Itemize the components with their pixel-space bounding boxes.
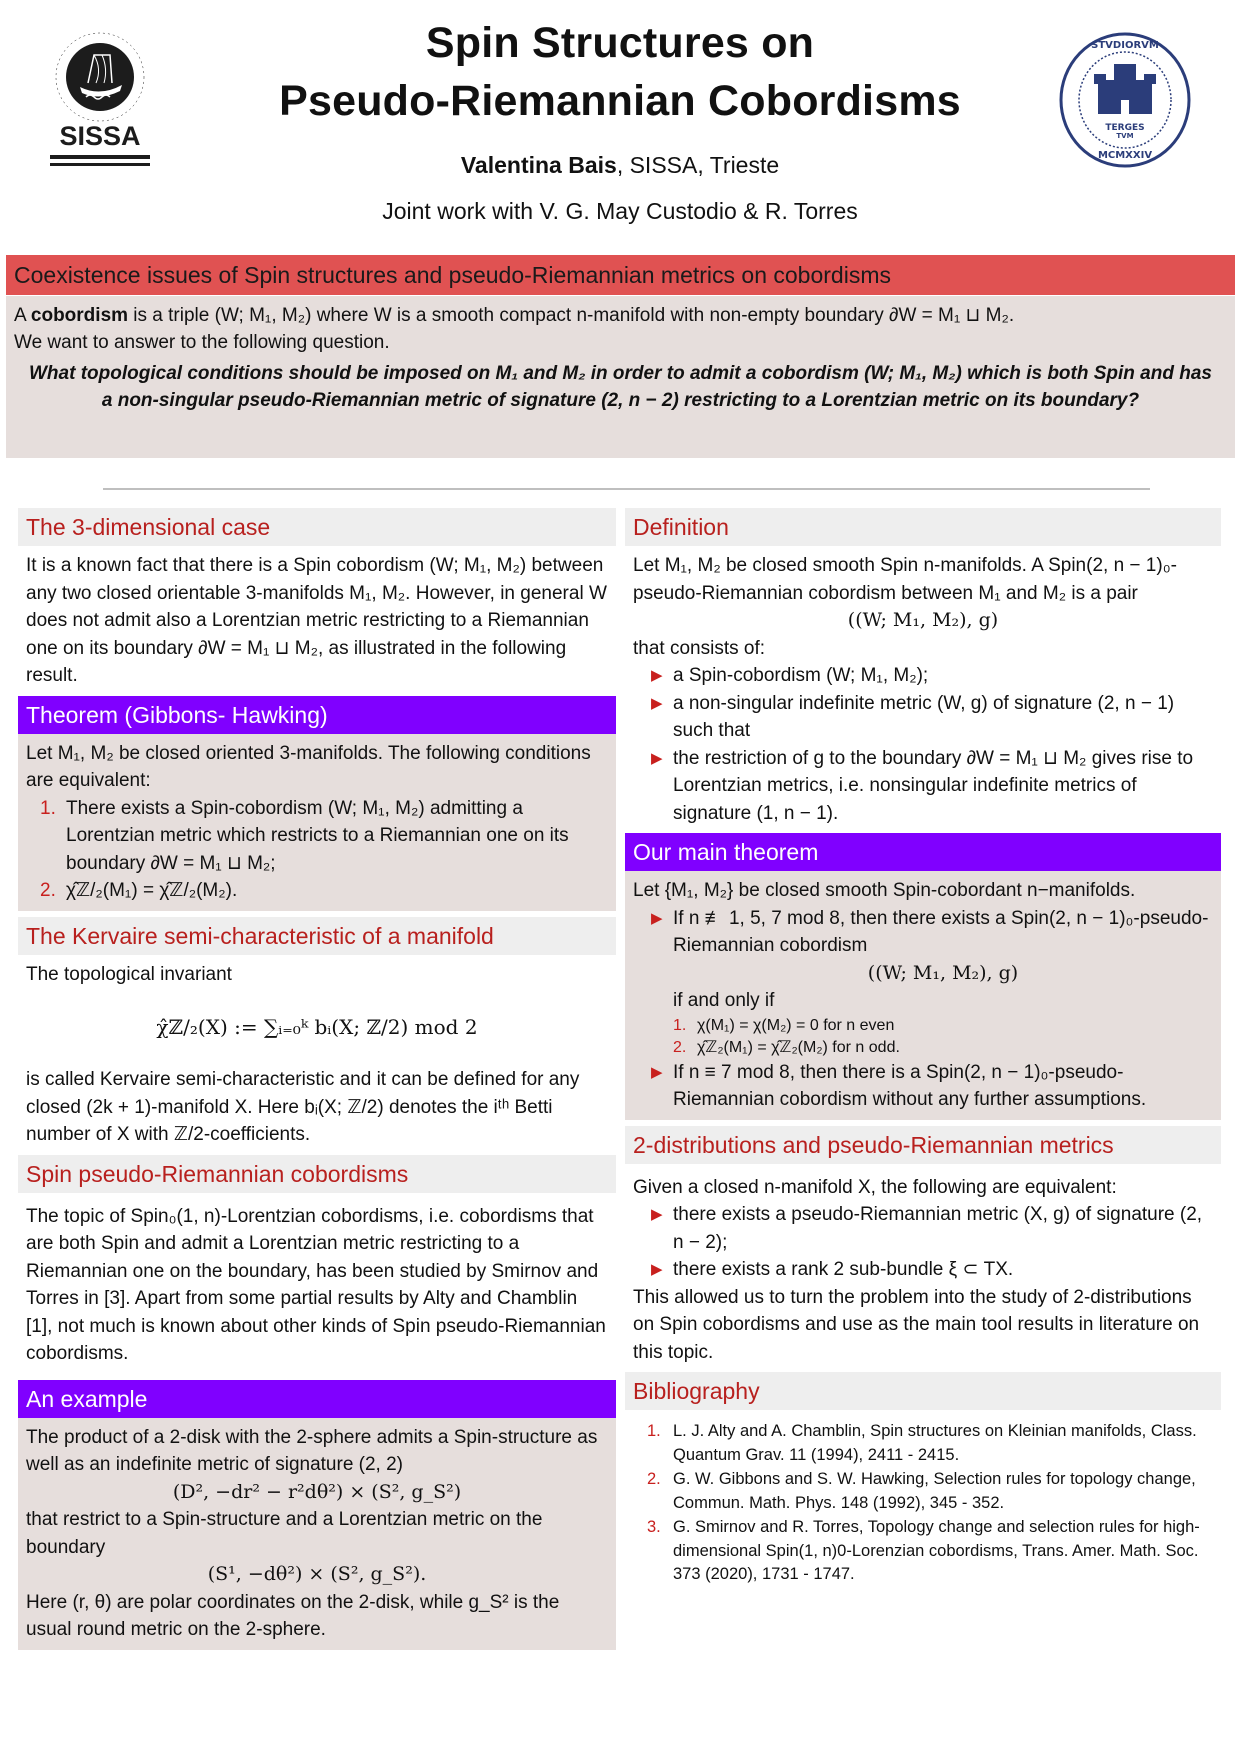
equivalence-item: ▶ there exists a rank 2 sub-bundle ξ ⊂ TX. bbox=[647, 1256, 1213, 1284]
intro-heading: Coexistence issues of Spin structures and pseudo-Riemannian metrics on cobordisms bbox=[6, 255, 1235, 295]
sissa-logo bbox=[50, 25, 150, 175]
left-column bbox=[18, 508, 616, 1650]
university-trieste-seal bbox=[1058, 30, 1193, 170]
body-3-dimensional-case: It is a known fact that there is a Spin cobordism (W; M₁, M₂) between any two closed orientable 3-manifolds M₁, M₂. However, in general W does not admit also a Lorentzian metric restricting to a Riemannian one on its boundary ∂W = M₁ ⊔ M₂, as illustrated in the following result. bbox=[26, 555, 607, 686]
intro-paragraph-1: A cobordism is a triple (W; M₁, M₂) where W is a smooth compact n-manifold with non-empty boundary ∂W = M₁ ⊔ M₂. bbox=[14, 305, 1015, 326]
main-theorem-condition: 2. χ̂ℤ₂(M₁) = χ̂ℤ₂(M₂) for n odd. bbox=[673, 1038, 900, 1056]
theorem-condition: 2. χ̂ℤ/₂(M₁) = χ̂ℤ/₂(M₂). bbox=[40, 880, 238, 901]
triangle-bullet-icon: ▶ bbox=[651, 1063, 663, 1081]
main-theorem-case: ▶ If n ≢ 1, 5, 7 mod 8, then there exists a Spin(2, n − 1)₀-pseudo-Riemannian cobordism ((W; M₁, M₂), g) if and only if 1. χ(M₁) = χ(M₂) = 0 for n even 2. χ̂ℤ₂(M₁) = χ̂ℤ₂(M₂) for n odd. bbox=[647, 905, 1213, 1059]
main-theorem-case: ▶ If n ≡ 7 mod 8, then there is a Spin(2, n − 1)₀-pseudo-Riemannian cobordism without any further assumptions. bbox=[647, 1059, 1213, 1114]
bibliography-entry: 3. G. Smirnov and R. Torres, Topology change and selection rules for high-dimensional Spin(1, n)0-Lorenzian cobordisms, Trans. Amer. Math. Soc. 373 (2020), 1731 - 1747. bbox=[647, 1518, 1200, 1583]
heading-main-theorem: Our main theorem bbox=[625, 833, 1221, 871]
example-formula-2: (S¹, −dθ²) × (S², g_S²). bbox=[207, 1563, 427, 1585]
right-column bbox=[625, 508, 1221, 1594]
author-line bbox=[200, 152, 1040, 179]
body-main-theorem: Let {M₁, M₂} be closed smooth Spin-cobordant n−manifolds. ▶ If n ≢ 1, 5, 7 mod 8, then there exists a Spin(2, n − 1)₀-pseudo-Riemannian cobordism ((W; M₁, M₂), g) if and only if 1. χ(M₁) = χ(M₂) = 0 for n even 2. χ̂ℤ₂(M₁) = χ̂ℤ₂(M₂) for n odd. ▶ If n ≡ 7 mod 8, then there is a Spin(2, n − 1)₀-pseudo-Riemannian cobordism without any further assumptions. bbox=[625, 871, 1221, 1120]
definition-item: ▶ a Spin-cobordism (W; M₁, M₂); bbox=[647, 662, 1213, 690]
bibliography-entry: 2. G. W. Gibbons and S. W. Hawking, Selection rules for topology change, Commun. Math. Phys. 148 (1992), 345 - 352. bbox=[647, 1470, 1196, 1512]
intro-body bbox=[6, 296, 1235, 458]
body-spin-pseudo-riemannian: The topic of Spin₀(1, n)-Lorentzian cobordisms, i.e. cobordisms that are both Spin and admit a Lorentzian metric restricting to a Riemannian one on the boundary, has been studied by Smirnov and Torres in [3]. Apart from some partial results by Alty and Chamblin [1], not much is known about other kinds of Spin pseudo-Riemannian cobordisms. bbox=[26, 1205, 606, 1364]
main-theorem-condition: 1. χ(M₁) = χ(M₂) = 0 for n even bbox=[673, 1016, 895, 1034]
heading-bibliography: Bibliography bbox=[625, 1372, 1221, 1410]
heading-definition: Definition bbox=[625, 508, 1221, 546]
triangle-bullet-icon: ▶ bbox=[651, 749, 663, 767]
body-bibliography bbox=[625, 1410, 1221, 1594]
heading-3-dimensional-case: The 3-dimensional case bbox=[18, 508, 616, 546]
body-definition: Let M₁, M₂ be closed smooth Spin n-manifolds. A Spin(2, n − 1)₀-pseudo-Riemannian cobordism between M₁ and M₂ is a pair ((W; M₁, M₂), g) that consists of: ▶ a Spin-cobordism (W; M₁, M₂); ▶ a non-singular indefinite metric (W, g) of signature (2, n − 1) such that ▶ the restriction of g to the boundary ∂W = M₁ ⊔ M₂ gives rise to Lorentzian metrics, i.e. nonsingular indefinite metrics of signature (1, n − 1). bbox=[625, 546, 1221, 833]
body-theorem-gibbons-hawking: Let M₁, M₂ be closed oriented 3-manifolds. The following conditions are equivalent: 1. There exists a Spin-cobordism (W; M₁, M₂) admitting a Lorentzian metric which restricts to a Riemannian one on its boundary ∂W = M₁ ⊔ M₂; 2. χ̂ℤ/₂(M₁) = χ̂ℤ/₂(M₂). bbox=[18, 734, 616, 911]
definition-item: ▶ the restriction of g to the boundary ∂W = M₁ ⊔ M₂ gives rise to Lorentzian metrics, i.e. nonsingular indefinite metrics of signature (1, n − 1). bbox=[647, 745, 1213, 828]
bibliography-entry: 1. L. J. Alty and A. Chamblin, Spin structures on Kleinian manifolds, Class. Quantum Grav. 11 (1994), 2411 - 2415. bbox=[647, 1422, 1197, 1464]
triangle-bullet-icon: ▶ bbox=[651, 1261, 663, 1278]
heading-spin-pseudo-riemannian: Spin pseudo-Riemannian cobordisms bbox=[18, 1155, 616, 1193]
svg-text:MCMXXIV: MCMXXIV bbox=[1097, 150, 1153, 161]
term-cobordism: cobordism bbox=[30, 305, 129, 326]
theorem-condition: 1. There exists a Spin-cobordism (W; M₁, M₂) admitting a Lorentzian metric which restricts to a Riemannian one on its boundary ∂W = M₁ ⊔ M₂; bbox=[40, 797, 569, 874]
svg-text:TVM: TVM bbox=[1116, 132, 1134, 140]
heading-theorem-gibbons-hawking: Theorem (Gibbons- Hawking) bbox=[18, 696, 616, 734]
heading-2-distributions: 2-distributions and pseudo-Riemannian metrics bbox=[625, 1126, 1221, 1164]
heading-example: An example bbox=[18, 1380, 616, 1418]
equivalence-item: ▶ there exists a pseudo-Riemannian metric (X, g) of signature (2, n − 2); bbox=[647, 1201, 1213, 1256]
svg-text:STVDIORVM: STVDIORVM bbox=[1091, 40, 1159, 51]
joint-work-line: Joint work with V. G. May Custodio & R. Torres bbox=[382, 198, 858, 224]
body-kervaire: The topological invariant χ̂ℤ/₂(X) := ∑ᵢ₌₀ᵏ bᵢ(X; ℤ/2) mod 2 is called Kervaire semi-characteristic and it can be defined for any closed (2k + 1)-manifold X. Here bᵢ(X; ℤ/2) denotes the iᵗʰ Betti number of X with ℤ/2-coefficients. bbox=[18, 955, 616, 1155]
svg-text:SISSA: SISSA bbox=[59, 121, 141, 151]
definition-formula: ((W; M₁, M₂), g) bbox=[847, 609, 999, 631]
triangle-bullet-icon: ▶ bbox=[651, 667, 663, 684]
svg-text:TERGES: TERGES bbox=[1105, 123, 1145, 133]
body-example: The product of a 2-disk with the 2-sphere admits a Spin-structure as well as an indefinite metric of signature (2, 2) (D², −dr² − r²dθ²) × (S², g_S²) that restrict to a Spin-structure and a Lorentzian metric on the boundary (S¹, −dθ²) × (S², g_S²). Here (r, θ) are polar coordinates on the 2-disk, while g_S² is the usual round metric on the 2-sphere. bbox=[18, 1418, 616, 1650]
research-question: What topological conditions should be imposed on M₁ and M₂ in order to admit a cobordism (W; M₁, M₂) which is both Spin and has a non-singular pseudo-Riemannian metric of signature (2, n − 2) restricting to a Lorentzian metric on its boundary? bbox=[29, 363, 1212, 411]
title-line-2: Pseudo-Riemannian Cobordisms bbox=[279, 77, 961, 125]
triangle-bullet-icon: ▶ bbox=[651, 909, 663, 927]
poster-title bbox=[200, 14, 1040, 130]
intro-paragraph-2: We want to answer to the following question. bbox=[14, 332, 390, 353]
body-2-distributions: Given a closed n-manifold X, the following are equivalent: ▶ there exists a pseudo-Riemannian metric (X, g) of signature (2, n − 2); ▶ there exists a rank 2 sub-bundle ξ ⊂ TX. This allowed us to turn the problem into the study of 2-distributions on Spin cobordisms and use as the main tool results in literature on this topic. bbox=[625, 1164, 1221, 1373]
kervaire-formula: χ̂ℤ/₂(X) := ∑ᵢ₌₀ᵏ bᵢ(X; ℤ/2) mod 2 bbox=[156, 1015, 478, 1039]
triangle-bullet-icon: ▶ bbox=[651, 694, 663, 712]
main-theorem-formula: ((W; M₁, M₂), g) bbox=[867, 961, 1019, 984]
heading-kervaire: The Kervaire semi-characteristic of a manifold bbox=[18, 917, 616, 955]
author-name: Valentina Bais bbox=[460, 152, 617, 178]
triangle-bullet-icon: ▶ bbox=[651, 1206, 663, 1223]
definition-item: ▶ a non-singular indefinite metric (W, g) of signature (2, n − 1) such that bbox=[647, 690, 1213, 745]
title-line-1: Spin Structures on bbox=[425, 19, 815, 67]
example-formula-1: (D², −dr² − r²dθ²) × (S², g_S²) bbox=[172, 1480, 462, 1503]
section-divider bbox=[103, 488, 1150, 490]
author-affiliation: , SISSA, Trieste bbox=[616, 152, 780, 178]
